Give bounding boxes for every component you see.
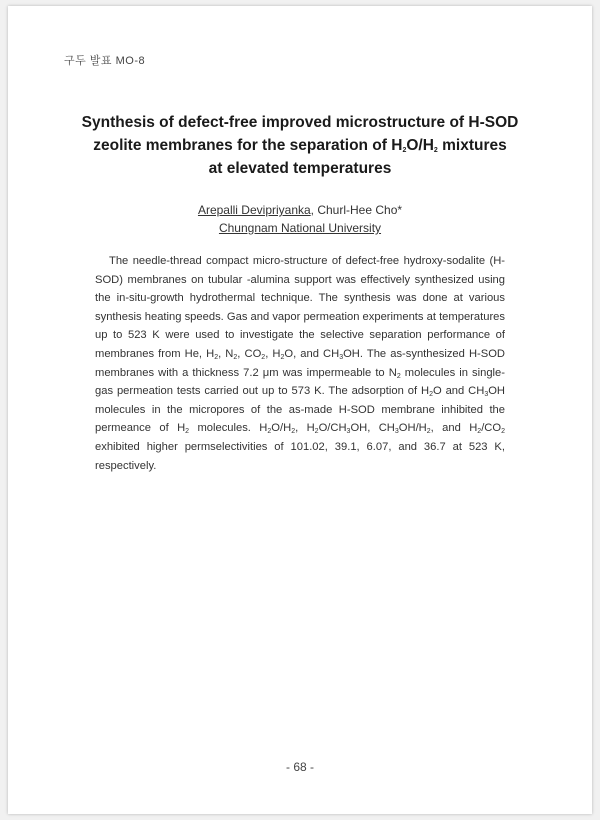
abstract-text: The needle-thread compact micro-structure of defect-free hydroxy-sodalite (H-SOD) membranes on tubular -alumina support was effectively synthesized using the in-situ-growth hydrothermal technique. The synthesis was done at various synthesis heating speeds. Gas and vapor permeation experiments at temperatures up to 523 K were used to investigate the selective separation performance of membranes from He, H xyxy=(95,255,505,360)
title-text: O/H xyxy=(406,137,434,154)
page-number: - 68 - xyxy=(285,760,314,774)
subscript: 2 xyxy=(261,353,266,361)
subscript: 2 xyxy=(426,428,431,436)
title-line-3: at elevated temperatures xyxy=(208,160,392,177)
title-line-2 xyxy=(68,134,532,157)
abstract-text: , N xyxy=(218,347,234,360)
subscript: 2 xyxy=(267,428,272,436)
subscript: 2 xyxy=(477,428,482,436)
subscript: 2 xyxy=(501,428,505,436)
title-text: mixtures xyxy=(437,137,507,154)
abstract-text: molecules in single-gas permeation tests carried out up to 573 K. The adsorption of H xyxy=(95,366,505,398)
subscript: 2 xyxy=(429,391,433,399)
abstract-text: , and H xyxy=(430,422,478,435)
abstract-text: , H xyxy=(295,422,315,435)
author-corresponding: Churl-Hee Cho* xyxy=(317,203,403,217)
author-block xyxy=(68,201,532,237)
subscript: 3 xyxy=(484,391,489,399)
subscript: 3 xyxy=(394,428,399,436)
abstract-text: OH molecules in the micropores of the as-made H-SOD membrane inhibited the permeance of H xyxy=(95,385,506,435)
abstract-text: , H xyxy=(265,347,281,360)
abstract-text: exhibited higher permselectivities of 101.02, 39.1, 6.07, and 36.7 at 523 K, respectively. xyxy=(95,440,505,472)
subscript: 2 xyxy=(402,147,407,154)
affiliation: Chungnam National University xyxy=(218,221,382,235)
subscript: 2 xyxy=(291,428,296,436)
title-line-1: Synthesis of defect-free improved microstructure of H-SOD xyxy=(81,114,519,131)
subscript: 3 xyxy=(339,353,344,361)
subscript: 2 xyxy=(314,428,319,436)
abstract-text: , CO xyxy=(237,347,262,360)
subscript: 2 xyxy=(233,353,238,361)
abstract-text: O and CH xyxy=(432,385,485,398)
author-presenter: Arepalli Devipriyanka xyxy=(197,203,311,217)
subscript: 2 xyxy=(214,353,219,361)
abstract-text: O/H xyxy=(271,422,292,435)
author-separator: , xyxy=(310,203,318,217)
subscript: 2 xyxy=(433,147,438,154)
subscript: 2 xyxy=(185,428,190,436)
abstract-text: OH. The as-synthesized H-SOD membranes with a thickness 7.2 μm was impermeable to N xyxy=(95,347,505,379)
document-page xyxy=(8,6,592,814)
paper-title xyxy=(68,111,532,180)
abstract-text: /CO xyxy=(481,422,502,435)
title-text: zeolite membranes for the separation of H xyxy=(93,137,403,154)
abstract-text: molecules. H xyxy=(189,422,268,435)
abstract-text: O, and CH xyxy=(284,347,340,360)
session-code: 구두 발표 MO-8 xyxy=(64,55,146,67)
abstract-text: OH/H xyxy=(398,422,427,435)
subscript: 2 xyxy=(396,372,401,380)
abstract-body xyxy=(95,252,505,475)
abstract-text: OH, CH xyxy=(350,422,395,435)
author-line xyxy=(68,201,532,219)
abstract-text: O/CH xyxy=(318,422,347,435)
subscript: 3 xyxy=(346,428,351,436)
subscript: 2 xyxy=(280,353,285,361)
